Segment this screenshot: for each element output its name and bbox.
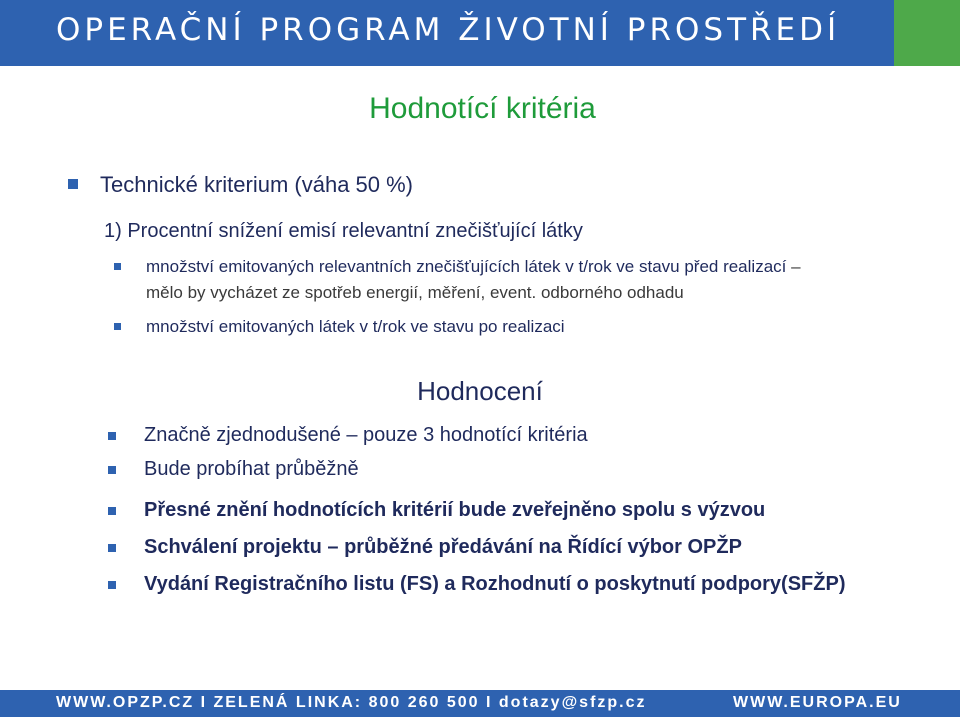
criteria-item: [114, 314, 834, 340]
evaluation-item-text: Vydání Registračního listu (FS) a Rozhodnutí o poskytnutí podpory(SFŽP): [144, 573, 846, 595]
criteria-item-bold: množství emitovaných látek v t/rok ve stavu po realizaci: [146, 317, 565, 336]
square-bullet-icon: [114, 323, 121, 330]
program-title: OPERAČNÍ PROGRAM ŽIVOTNÍ PROSTŘEDÍ: [56, 12, 841, 48]
slide-title: Hodnotící kritéria: [369, 92, 596, 125]
evaluation-item: [108, 573, 864, 596]
evaluation-item-text: Přesné znění hodnotících kritérií bude zveřejněno spolu s výzvou: [144, 499, 766, 521]
square-bullet-icon: [68, 179, 78, 189]
evaluation-item: [108, 499, 765, 522]
footer-eu-link: WWW.EUROPA.EU: [733, 694, 902, 711]
evaluation-item-text: Bude probíhat průběžně: [144, 458, 359, 480]
evaluation-item: [108, 424, 588, 447]
square-bullet-icon: [108, 432, 116, 440]
criteria-item: [114, 254, 834, 306]
square-bullet-icon: [108, 466, 116, 474]
header-bar: [0, 0, 894, 66]
criteria-item-bold: množství emitovaných relevantních znečišťujících látek v t/rok ve stavu před realizací: [146, 257, 787, 276]
square-bullet-icon: [114, 263, 121, 270]
square-bullet-icon: [108, 507, 116, 515]
section-heading: Hodnocení: [417, 376, 543, 406]
evaluation-item: [108, 458, 359, 481]
square-bullet-icon: [108, 581, 116, 589]
criteria-subheading: 1) Procentní snížení emisí relevantní znečišťující látky: [104, 220, 583, 242]
footer-contact: WWW.OPZP.CZ I ZELENÁ LINKA: 800 260 500 I dotazy@sfzp.cz: [56, 694, 647, 711]
main-bullet: [68, 172, 413, 198]
criteria-list: [114, 254, 834, 340]
evaluation-item: [108, 536, 742, 559]
criteria-item-note: – mělo by vycházet ze spotřeb energií, měření, event. odborného odhadu: [146, 257, 801, 302]
square-bullet-icon: [108, 544, 116, 552]
evaluation-item-text: Schválení projektu – průběžné předávání na Řídící výbor OPŽP: [144, 536, 742, 558]
evaluation-item-text: Značně zjednodušené – pouze 3 hodnotící kritéria: [144, 424, 588, 446]
main-bullet-label: Technické kriterium (váha 50 %): [100, 172, 414, 197]
footer-bar: [0, 690, 960, 717]
header-accent-block: [894, 0, 960, 66]
